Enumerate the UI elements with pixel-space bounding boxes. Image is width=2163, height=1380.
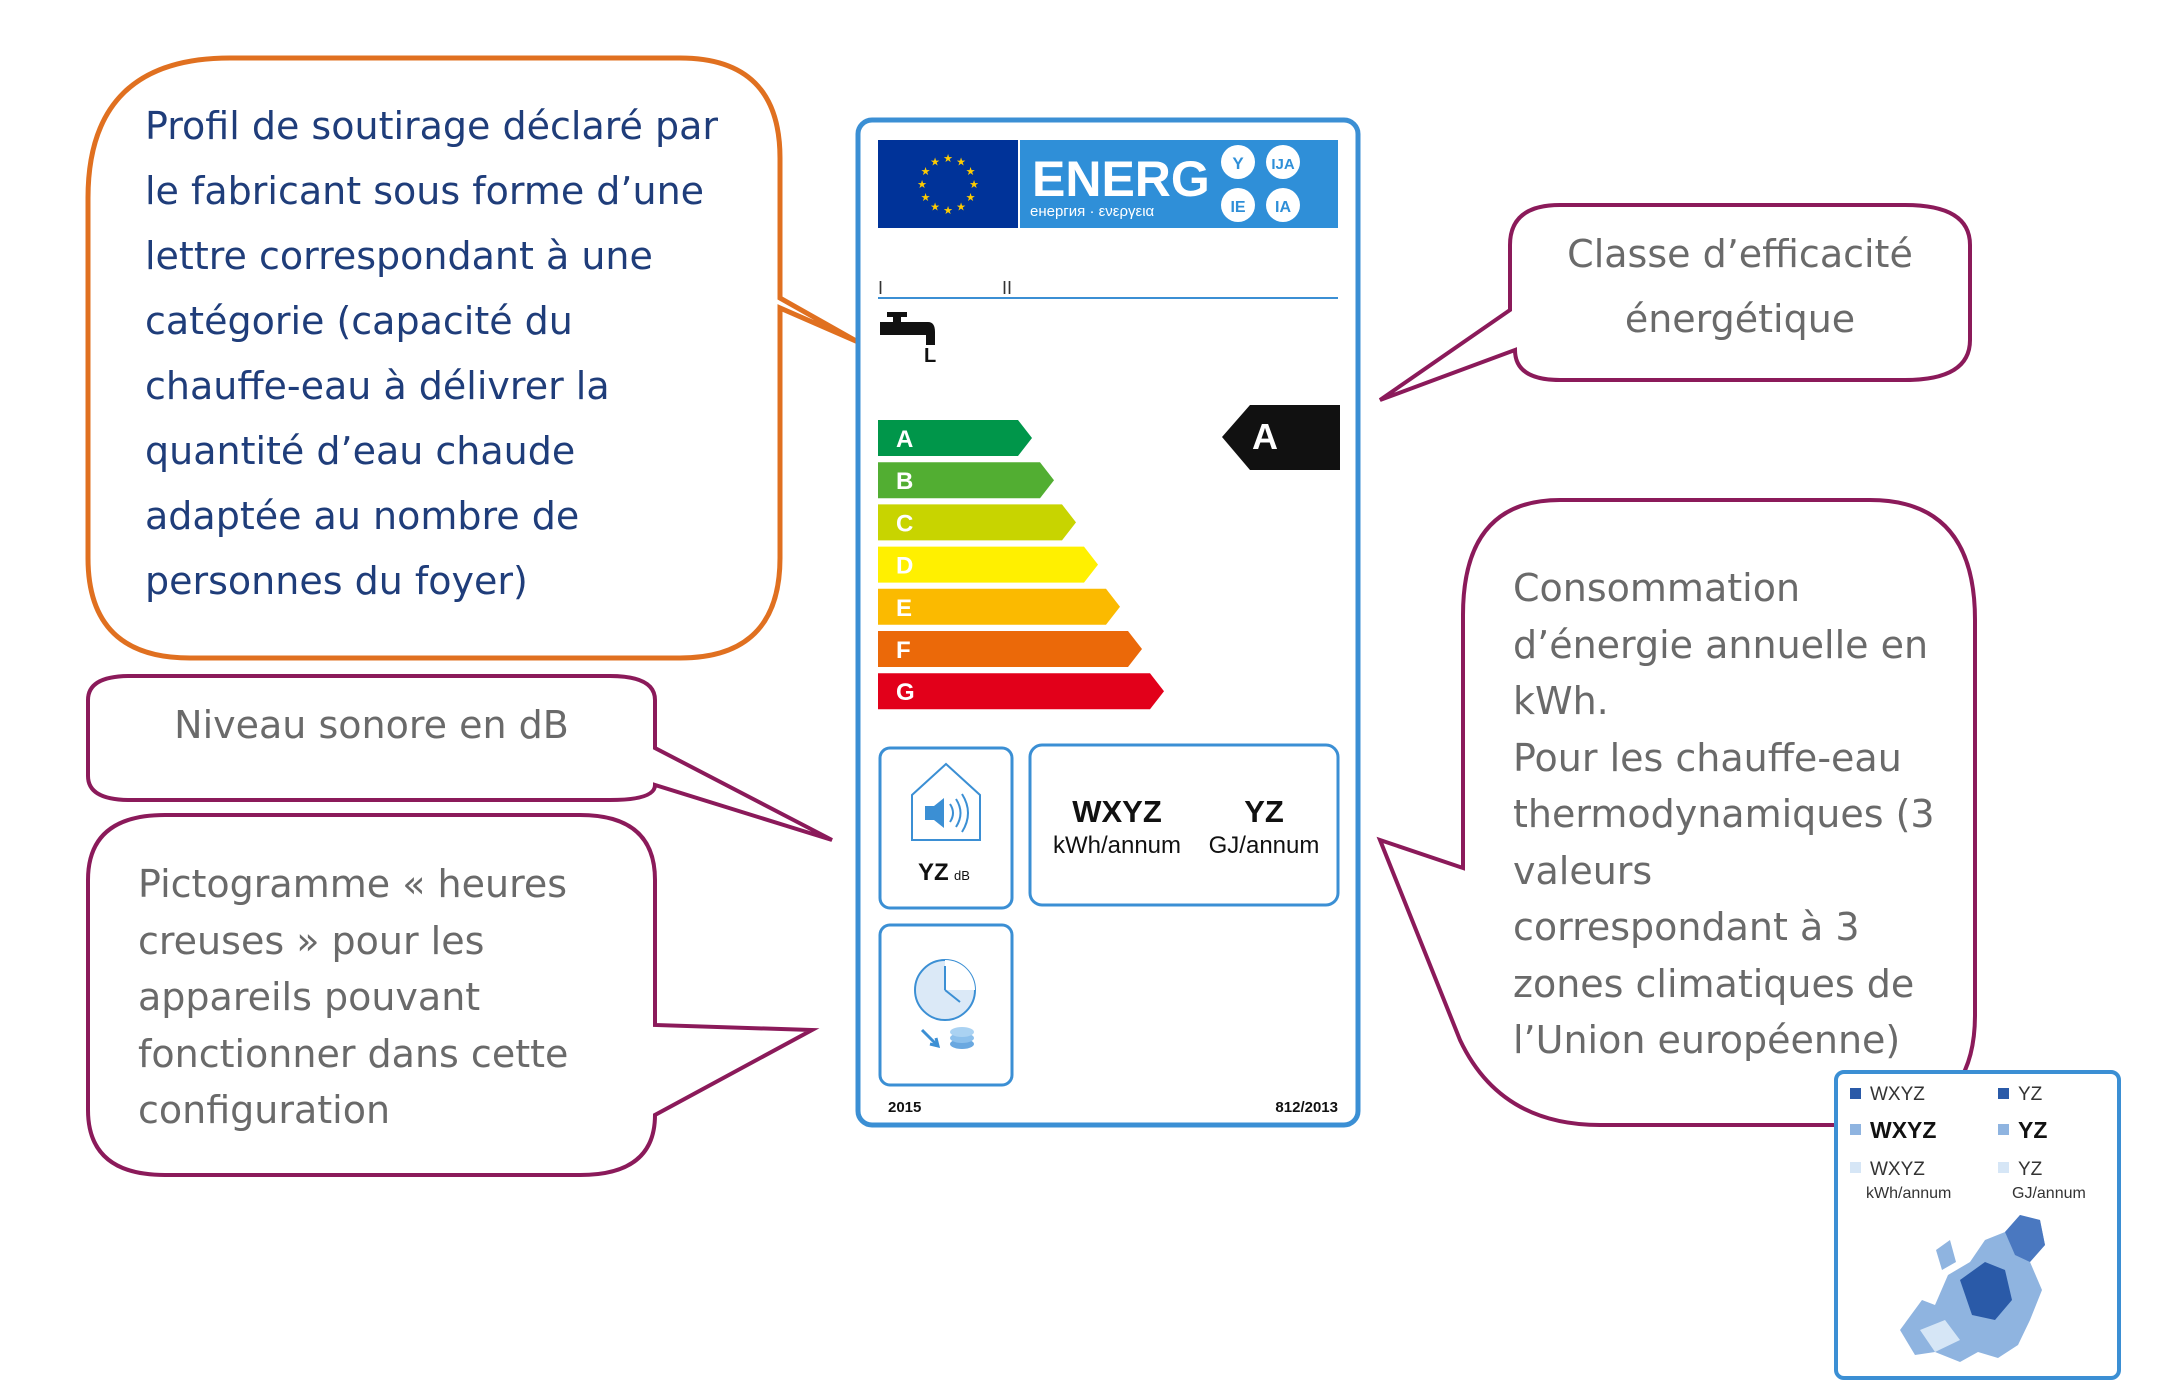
offpeak-line: appareils pouvant	[138, 975, 481, 1019]
inset-swatch-1a	[1850, 1088, 1861, 1099]
profile-line: quantité d’eau chaude	[145, 429, 576, 473]
eu-star: ★	[917, 178, 927, 191]
offpeak-line: Pictogramme « heures	[138, 862, 568, 906]
profile-line: lettre correspondant à une	[145, 234, 653, 278]
eu-star: ★	[920, 191, 931, 204]
profile-line: Profil de soutirage déclaré par	[145, 104, 719, 148]
profile-line: adaptée au nombre de	[145, 494, 580, 538]
kwh-value: WXYZ	[1072, 794, 1162, 829]
inset-swatch-2b	[1998, 1124, 2009, 1135]
noise-value: YZ	[918, 859, 949, 886]
inset-row3-gj: YZ	[2018, 1159, 2043, 1180]
eu-star: ★	[956, 155, 966, 169]
inset-row3-kwh: WXYZ	[1870, 1159, 1925, 1180]
label-year: 2015	[888, 1099, 922, 1116]
noise-unit: dB	[954, 868, 970, 883]
eu-star: ★	[920, 165, 931, 178]
profile-line: chauffe-eau à délivrer la	[145, 364, 610, 408]
offpeak-line: fonctionner dans cette	[138, 1031, 569, 1076]
label-regulation: 812/2013	[1275, 1099, 1338, 1116]
energy-class-letter-a: A	[896, 426, 914, 453]
energy-class-arrow-e	[878, 589, 1120, 625]
profile-line: le fabricant sous forme d’une	[145, 169, 705, 213]
consumption-line: l’Union européenne)	[1513, 1018, 1901, 1062]
supplier-mark-1: I	[878, 278, 884, 298]
eu-star: ★	[956, 200, 966, 214]
noise-callout-text: Niveau sonore en dB	[174, 703, 569, 747]
inset-row1-kwh: WXYZ	[1870, 1084, 1925, 1105]
energy-class-arrow-f	[878, 631, 1142, 667]
inset-swatch-1b	[1998, 1088, 2009, 1099]
gj-value: YZ	[1244, 794, 1284, 829]
consumption-line: Pour les chauffe-eau	[1513, 735, 1902, 780]
inset-swatch-3b	[1998, 1162, 2009, 1173]
eu-star: ★	[965, 191, 976, 204]
inset-row2-kwh: WXYZ	[1870, 1117, 1937, 1143]
offpeak-line: creuses » pour les	[138, 918, 485, 963]
profile-line: personnes du foyer)	[145, 559, 528, 603]
class-indicator-letter: A	[1252, 416, 1278, 457]
consumption-line: d’énergie annuelle en	[1513, 622, 1929, 667]
energ-title: ENERG	[1032, 151, 1210, 207]
kwh-unit: kWh/annum	[1052, 832, 1182, 859]
consumption-line: valeurs	[1513, 848, 1653, 893]
offpeak-callout-text	[138, 856, 658, 1139]
tap-profile-letter: L	[924, 345, 937, 367]
inset-swatch-2a	[1850, 1124, 1861, 1135]
energ-subtitle: енергия · ενεργεια	[1030, 203, 1155, 220]
efficiency-line: énergétique	[1624, 297, 1856, 341]
profile-callout-text	[145, 94, 745, 614]
supplier-mark-2: II	[1002, 278, 1013, 298]
consumption-line: Consommation	[1513, 566, 1801, 610]
inset-unit-kwh: kWh/annum	[1866, 1185, 1952, 1202]
energy-class-letter-g: G	[896, 679, 915, 707]
badge-ija-text: IJA	[1271, 156, 1295, 173]
profile-line: catégorie (capacité du	[145, 299, 573, 343]
badge-ia-text: IA	[1275, 199, 1291, 216]
eu-star: ★	[943, 204, 953, 217]
offpeak-line: configuration	[138, 1088, 391, 1132]
consumption-callout-text	[1513, 560, 1953, 1069]
energy-class-letter-d: D	[896, 552, 914, 580]
inset-row1-gj: YZ	[2018, 1084, 2043, 1105]
consumption-line: kWh.	[1513, 679, 1609, 723]
consumption-line: zones climatiques de	[1513, 961, 1915, 1006]
efficiency-line: Classe d’efficacité	[1567, 232, 1913, 276]
efficiency-callout-text	[1520, 222, 1960, 352]
energy-class-letter-f: F	[896, 637, 911, 664]
badge-y-text: Y	[1232, 154, 1244, 173]
eu-star: ★	[930, 155, 940, 169]
eu-star: ★	[943, 152, 953, 165]
energy-class-letter-e: E	[896, 594, 913, 622]
gj-unit: GJ/annum	[1208, 832, 1320, 859]
consumption-line: correspondant à 3	[1513, 905, 1860, 949]
badge-ie-text: IE	[1230, 199, 1246, 216]
eu-star: ★	[965, 165, 976, 178]
energy-class-arrow-g	[878, 673, 1164, 709]
inset-swatch-3a	[1850, 1162, 1861, 1173]
inset-unit-gj: GJ/annum	[2012, 1185, 2086, 1202]
inset-row2-gj: YZ	[2018, 1117, 2048, 1143]
energy-class-letter-b: B	[896, 468, 914, 496]
consumption-line: thermodynamiques (3	[1513, 792, 1935, 836]
energy-class-letter-c: C	[896, 510, 914, 538]
eu-star: ★	[969, 178, 979, 191]
eu-star: ★	[930, 200, 940, 214]
